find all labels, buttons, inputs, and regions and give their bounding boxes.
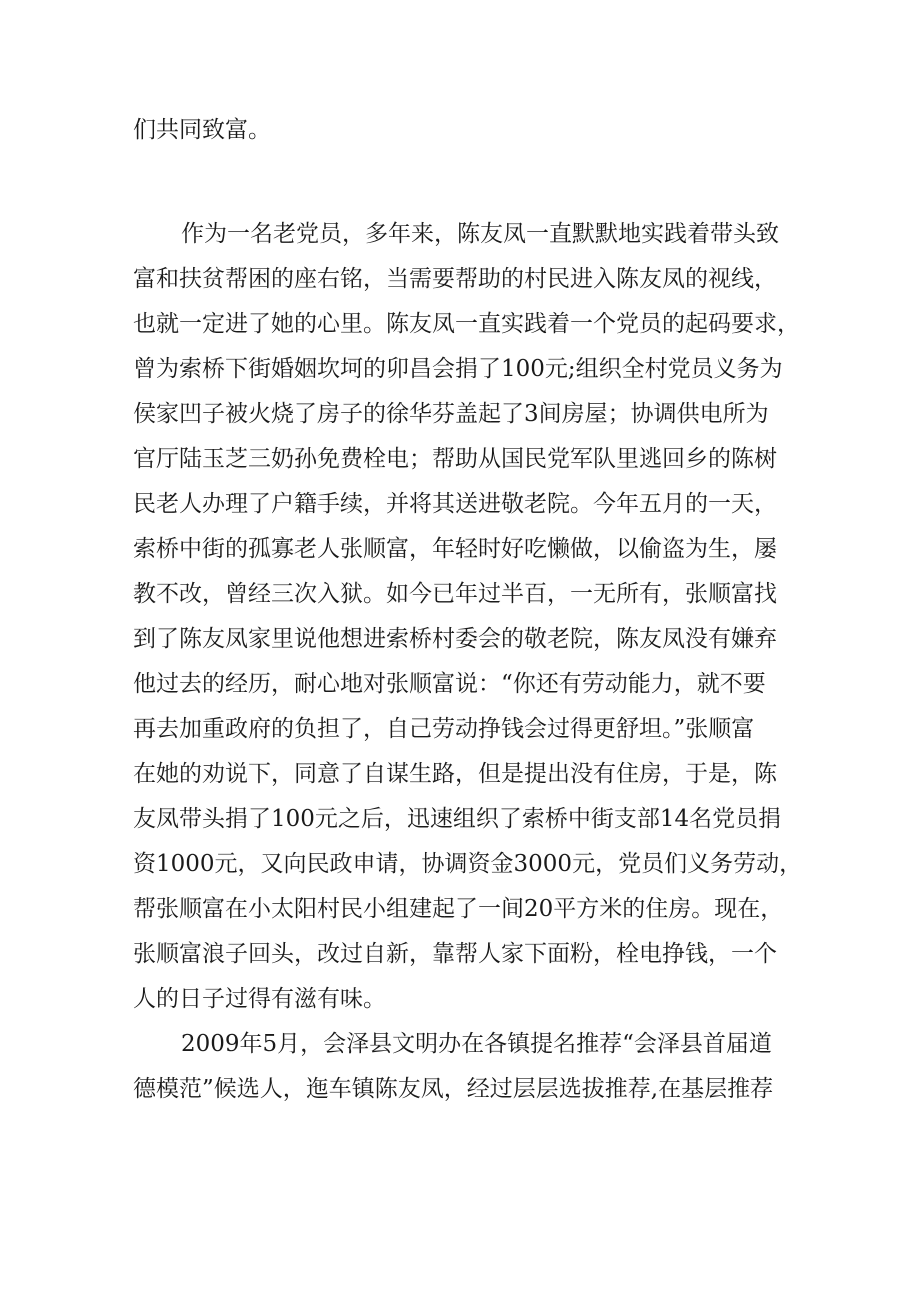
text-line: 在她的劝说下，同意了自谋生路，但是提出没有住房，于是，陈 xyxy=(133,761,777,787)
text-line: 侯家凹子被火烧了房子的徐华芬盖起了3间房屋；协调供电所为 xyxy=(133,401,769,427)
text-line: 民老人办理了户籍手续，并将其送进敬老院。今年五月的一天， xyxy=(133,491,777,517)
text-line: 官厅陆玉芝三奶孙免费栓电；帮助从国民党军队里逃回乡的陈树 xyxy=(133,446,777,472)
text-line: 们共同致富。 xyxy=(133,117,271,143)
text-line: 到了陈友凤家里说他想进索桥村委会的敬老院，陈友凤没有嫌弃 xyxy=(133,626,777,652)
text-line: 帮张顺富在小太阳村民小组建起了一间20平方米的住房。现在， xyxy=(133,896,784,922)
text-line: 作为一名老党员，多年来，陈友凤一直默默地实践着带头致 xyxy=(181,221,779,247)
text-line: 再去加重政府的负担了，自己劳动挣钱会过得更舒坦。”张顺富 xyxy=(133,716,755,742)
text-line: 索桥中街的孤寡老人张顺富，年轻时好吃懒做，以偷盗为生，屡 xyxy=(133,536,777,562)
text-line: 友凤带头捐了100元之后，迅速组织了索桥中街支部14名党员捐 xyxy=(133,806,782,832)
text-line: 教不改，曾经三次入狱。如今已年过半百，一无所有，张顺富找 xyxy=(133,581,777,607)
text-line: 资1000元，又向民政申请，协调资金3000元，党员们义务劳动， xyxy=(133,851,803,877)
text-line: 也就一定进了她的心里。陈友凤一直实践着一个党员的起码要求， xyxy=(133,311,800,337)
text-line: 德模范”候选人，迤车镇陈友凤，经过层层选拔推荐,在基层推荐 xyxy=(133,1076,774,1102)
text-line: 2009年5月，会泽县文明办在各镇提名推荐“会泽县首届道 xyxy=(181,1031,772,1057)
text-line: 他过去的经历，耐心地对张顺富说：“你还有劳动能力，就不要 xyxy=(133,671,766,697)
text-line: 人的日子过得有滋有味。 xyxy=(133,986,386,1012)
text-line: 富和扶贫帮困的座右铭，当需要帮助的村民进入陈友凤的视线， xyxy=(133,266,777,292)
text-line: 张顺富浪子回头，改过自新，靠帮人家下面粉，栓电挣钱，一个 xyxy=(133,941,777,967)
text-line: 曾为索桥下街婚姻坎坷的卯昌会捐了100元;组织全村党员义务为 xyxy=(133,356,783,382)
